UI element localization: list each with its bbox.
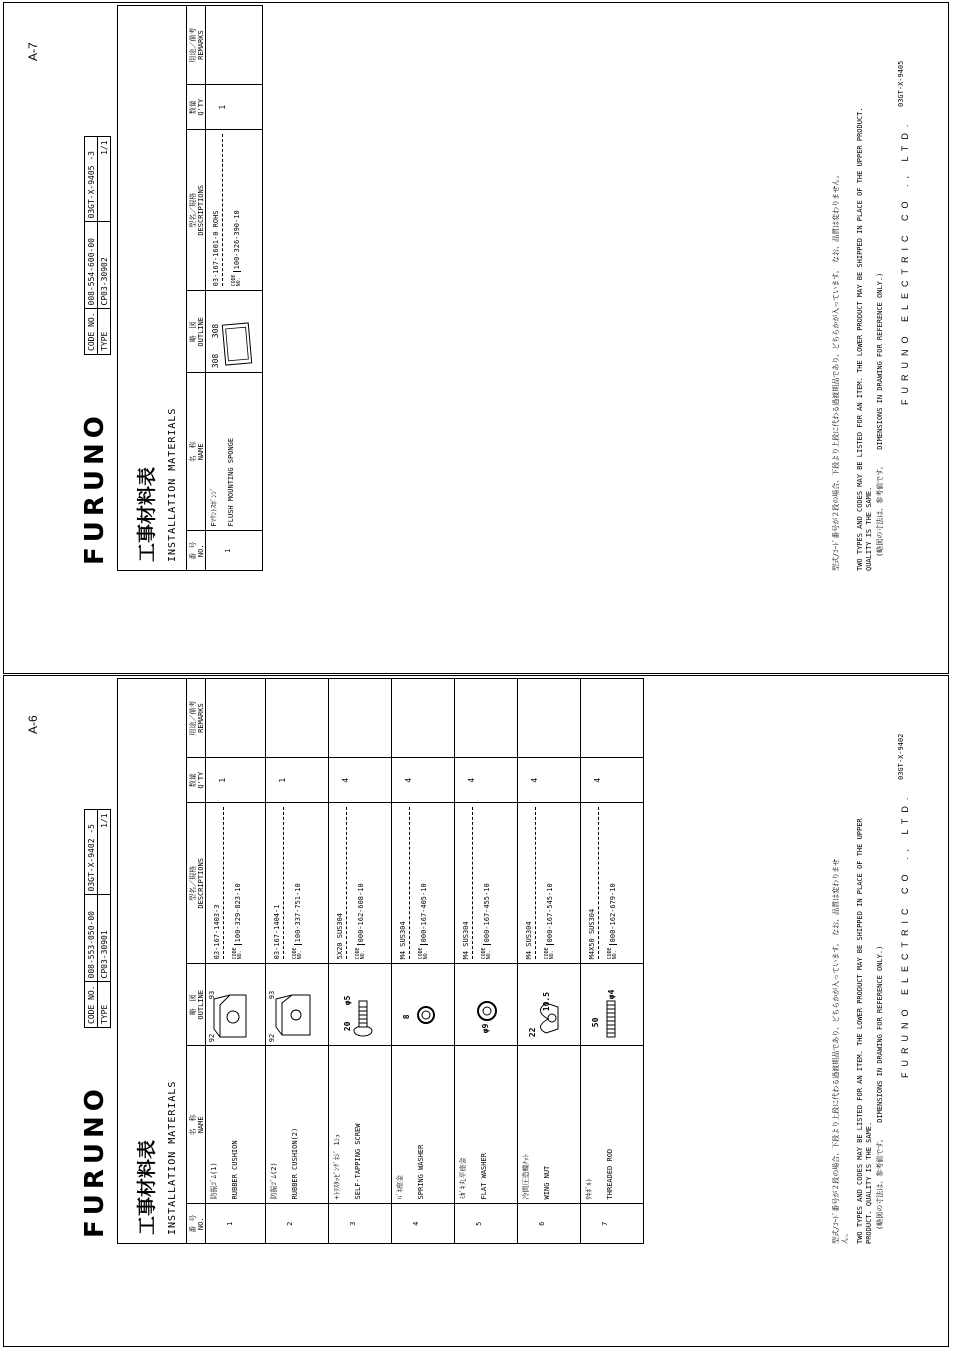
item-qty: 4 [581, 758, 644, 803]
note-en-1: TWO TYPES AND CODES MAY BE LISTED FOR AN ITEM. THE LOWER PRODUCT MAY BE SHIPPED IN PLACE OF THE UPPER PRODUCT. [856, 107, 864, 571]
outline-drawing [392, 964, 455, 1046]
item-qty: 4 [518, 758, 581, 803]
dimension-label: 22 [528, 1027, 537, 1038]
table-row [392, 679, 455, 1244]
company-name: FURUNO ELECTRIC CO ., LTD. [900, 118, 910, 405]
title-en: INSTALLATION MATERIALS [167, 407, 178, 562]
code-label: CODE NO. [480, 947, 492, 960]
item-description: 03-167-1404-1 [273, 904, 281, 960]
item-number: 6 [518, 1204, 581, 1244]
sheet-a7-content [4, 3, 949, 674]
item-description: M4 SUS304 [399, 921, 407, 960]
item-qty: 4 [329, 758, 392, 803]
item-number: 5 [455, 1204, 518, 1244]
item-name-en: RUBBER CUSHION [231, 1140, 239, 1200]
item-name-en: THREADED ROD [606, 1148, 614, 1200]
table-row [518, 679, 581, 1244]
item-code: 000-167-545-10 [546, 883, 554, 945]
note-jp-1: 型式/ｺｰﾄﾞ番号が２段の場合、下段より上段に代わる過渡期品であり、どちらかが入っています。 なお、品質は変わりませ [832, 858, 840, 1244]
item-name-jp: ﾊﾞﾈ座金 [396, 1174, 404, 1200]
sheet-count: 1/1 [98, 137, 111, 222]
item-name-jp: +ﾄﾗｽﾀｯﾋﾟﾝｸﾞﾈｼﾞ 1ｼｭ [333, 1134, 341, 1200]
title-block [118, 1046, 187, 1244]
item-name-jp: 防振ｺﾞﾑ(1) [210, 1162, 218, 1200]
dimension-label: 92 [208, 1033, 216, 1043]
furuno-logo: FURUNO [80, 411, 110, 565]
item-name-en: RUBBER CUSHION(2) [291, 1127, 299, 1200]
footer-drawing-no: 03GT-X-9405 [897, 60, 905, 107]
dimension-label: φ4 [607, 989, 616, 1000]
title-block [118, 373, 187, 571]
note-jp-2: (略図の寸法は、参考値です。 [876, 1135, 884, 1230]
table-row [206, 6, 263, 571]
type-label: TYPE [98, 309, 111, 355]
type-label: TYPE [98, 982, 111, 1028]
type-value: CP03-30901 [98, 895, 111, 982]
code-type-header [84, 136, 111, 355]
item-code: 100-329-823-10 [234, 883, 242, 945]
sheet-a7 [3, 2, 949, 674]
outline-drawing [266, 964, 329, 1046]
table-row [581, 679, 644, 1244]
table-row [455, 679, 518, 1244]
title-jp: 工事材料表 [136, 466, 158, 562]
dimension-label: 93 [268, 990, 276, 1000]
sheet-count: 1/1 [98, 810, 111, 895]
item-description: 5X20 SUS304 [336, 912, 344, 960]
outline-drawing [206, 964, 266, 1046]
item-number: 1 [206, 1204, 266, 1244]
item-code: 000-162-679-10 [609, 883, 617, 945]
table-row [266, 679, 329, 1244]
title-en: INSTALLATION MATERIALS [167, 1080, 178, 1235]
note-en-3: DIMENSIONS IN DRAWING FOR REFERENCE ONLY.) [876, 945, 884, 1123]
code-label: CODE NO. [354, 947, 366, 960]
code-label: CODE NO. [291, 947, 303, 960]
code-no-label: CODE NO. [85, 309, 98, 355]
dimension-label: φ5 [343, 995, 352, 1006]
sheet-a6 [3, 675, 949, 1347]
dimension-label: φ9 [481, 1023, 490, 1034]
code-label: CODE NO. [606, 947, 618, 960]
item-qty: 1 [206, 85, 263, 130]
dimension-label: 93 [208, 990, 216, 1000]
item-code: 000-167-455-10 [483, 883, 491, 945]
dimension-label: 20 [343, 1021, 352, 1032]
item-description: M4 SUS304 [525, 921, 533, 960]
code-no-value: 008-554-600-00 [85, 222, 98, 309]
code-label: CODE NO. [543, 947, 555, 960]
code-type-header [84, 809, 111, 1028]
furuno-logo: FURUNO [80, 1084, 110, 1238]
column-header-row: 番 号 NO. 名 称 NAME 略 図 OUTLINE 型名／規格 DESCRIPTIONS 数量 Q'TY 用途／備考 REMARKS [187, 679, 206, 1244]
item-qty: 4 [392, 758, 455, 803]
outline-drawing [206, 291, 263, 373]
item-name-en: SELF-TAPPING SCREW [354, 1123, 362, 1200]
dimension-label: 50 [591, 1017, 600, 1028]
item-number: 4 [392, 1204, 455, 1244]
title-jp: 工事材料表 [136, 1139, 158, 1235]
item-description: 03-167-1403-3 [213, 904, 221, 960]
item-name-jp: Fﾏｳﾝﾄｽﾎﾟﾝｼﾞ [210, 487, 218, 527]
note-en-2: PRODUCT. QUALITY IS THE SAME. [865, 1121, 873, 1244]
item-number: 1 [206, 531, 263, 571]
code-label: CODE NO. [230, 274, 242, 287]
materials-table [117, 5, 263, 571]
code-label: CODE NO. [417, 947, 429, 960]
column-header-row: 番 号 NO. 名 称 NAME 略 図 OUTLINE 型名／規格 DESCRIPTIONS 数量 Q'TY 用途／備考 REMARKS [187, 6, 206, 571]
item-description: M4X50 SUS304 [588, 908, 596, 960]
item-code: 000-167-405-10 [420, 883, 428, 945]
note-jp-2: (略図の寸法は、参考値です。 [876, 462, 884, 557]
outline-drawing [581, 964, 644, 1046]
code-no-label: CODE NO. [85, 982, 98, 1028]
item-number: 7 [581, 1204, 644, 1244]
code-no-value: 008-553-050-00 [85, 895, 98, 982]
item-description: 03-167-1601-0 ROHS [212, 210, 220, 287]
item-qty: 4 [455, 758, 518, 803]
outline-drawing [518, 964, 581, 1046]
item-name-en: WING NUT [543, 1165, 551, 1200]
item-name-jp: ﾐｶﾞｷ丸平座金 [459, 1157, 467, 1200]
item-number: 3 [329, 1204, 392, 1244]
drawing-no: 03GT-X-9402 -5 [85, 810, 98, 895]
item-qty: 1 [266, 758, 329, 803]
outline-drawing [329, 964, 392, 1046]
sheet-a6-content [4, 676, 949, 1347]
spring-washer-icon [392, 987, 450, 1045]
company-name: FURUNO ELECTRIC CO ., LTD. [900, 791, 910, 1078]
item-name-jp: 冷間圧造蝶ﾅｯﾄ [522, 1153, 530, 1200]
dimension-label: 10.5 [542, 991, 551, 1012]
dimension-label: 92 [268, 1033, 276, 1043]
dimension-label: 308 [211, 323, 220, 339]
item-number: 2 [266, 1204, 329, 1244]
dimension-label: 8 [402, 1014, 411, 1020]
item-qty: 1 [206, 758, 266, 803]
note-jp-1b: ん。 [841, 1229, 849, 1244]
note-en-2: QUALITY IS THE SAME. [865, 486, 873, 571]
type-value: CP03-30902 [98, 222, 111, 309]
flat-washer-icon [455, 987, 513, 1045]
item-name-en: FLUSH MOUNTING SPONGE [227, 437, 235, 527]
dimension-label: 308 [211, 353, 220, 369]
item-name-jp: 防振ｺﾞﾑ(2) [270, 1162, 278, 1200]
item-code: 100-326-390-10 [233, 210, 241, 272]
code-label: CODE NO. [231, 947, 243, 960]
materials-table [117, 678, 644, 1244]
item-code: 000-162-608-10 [357, 883, 365, 945]
page-label: A-7 [26, 42, 40, 61]
footer-drawing-no: 03GT-X-9402 [897, 733, 905, 780]
drawing-no: 03GT-X-9405 -3 [85, 137, 98, 222]
outline-drawing [455, 964, 518, 1046]
item-name-en: FLAT WASHER [480, 1153, 488, 1200]
note-en-1: TWO TYPES AND CODES MAY BE LISTED FOR AN ITEM. THE LOWER PRODUCT MAY BE SHIPPED IN PLACE OF THE UPPER [856, 818, 864, 1244]
table-row [206, 679, 266, 1244]
item-description: M4 SUS304 [462, 921, 470, 960]
note-jp-1: 型式/ｺｰﾄﾞ番号が２段の場合、下段より上段に代わる過渡期品であり、どちらかが入っています。 なお、品質は変わりません。 [832, 171, 840, 571]
item-name-en: SPRING WASHER [417, 1144, 425, 1200]
item-name-jp: ｻｷﾎﾞﾙﾄ [585, 1178, 593, 1200]
screw-icon [329, 987, 387, 1045]
item-code: 100-337-751-10 [294, 883, 302, 945]
note-en-3: DIMENSIONS IN DRAWING FOR REFERENCE ONLY.) [876, 272, 884, 450]
table-row [329, 679, 392, 1244]
page-label: A-6 [26, 715, 40, 734]
